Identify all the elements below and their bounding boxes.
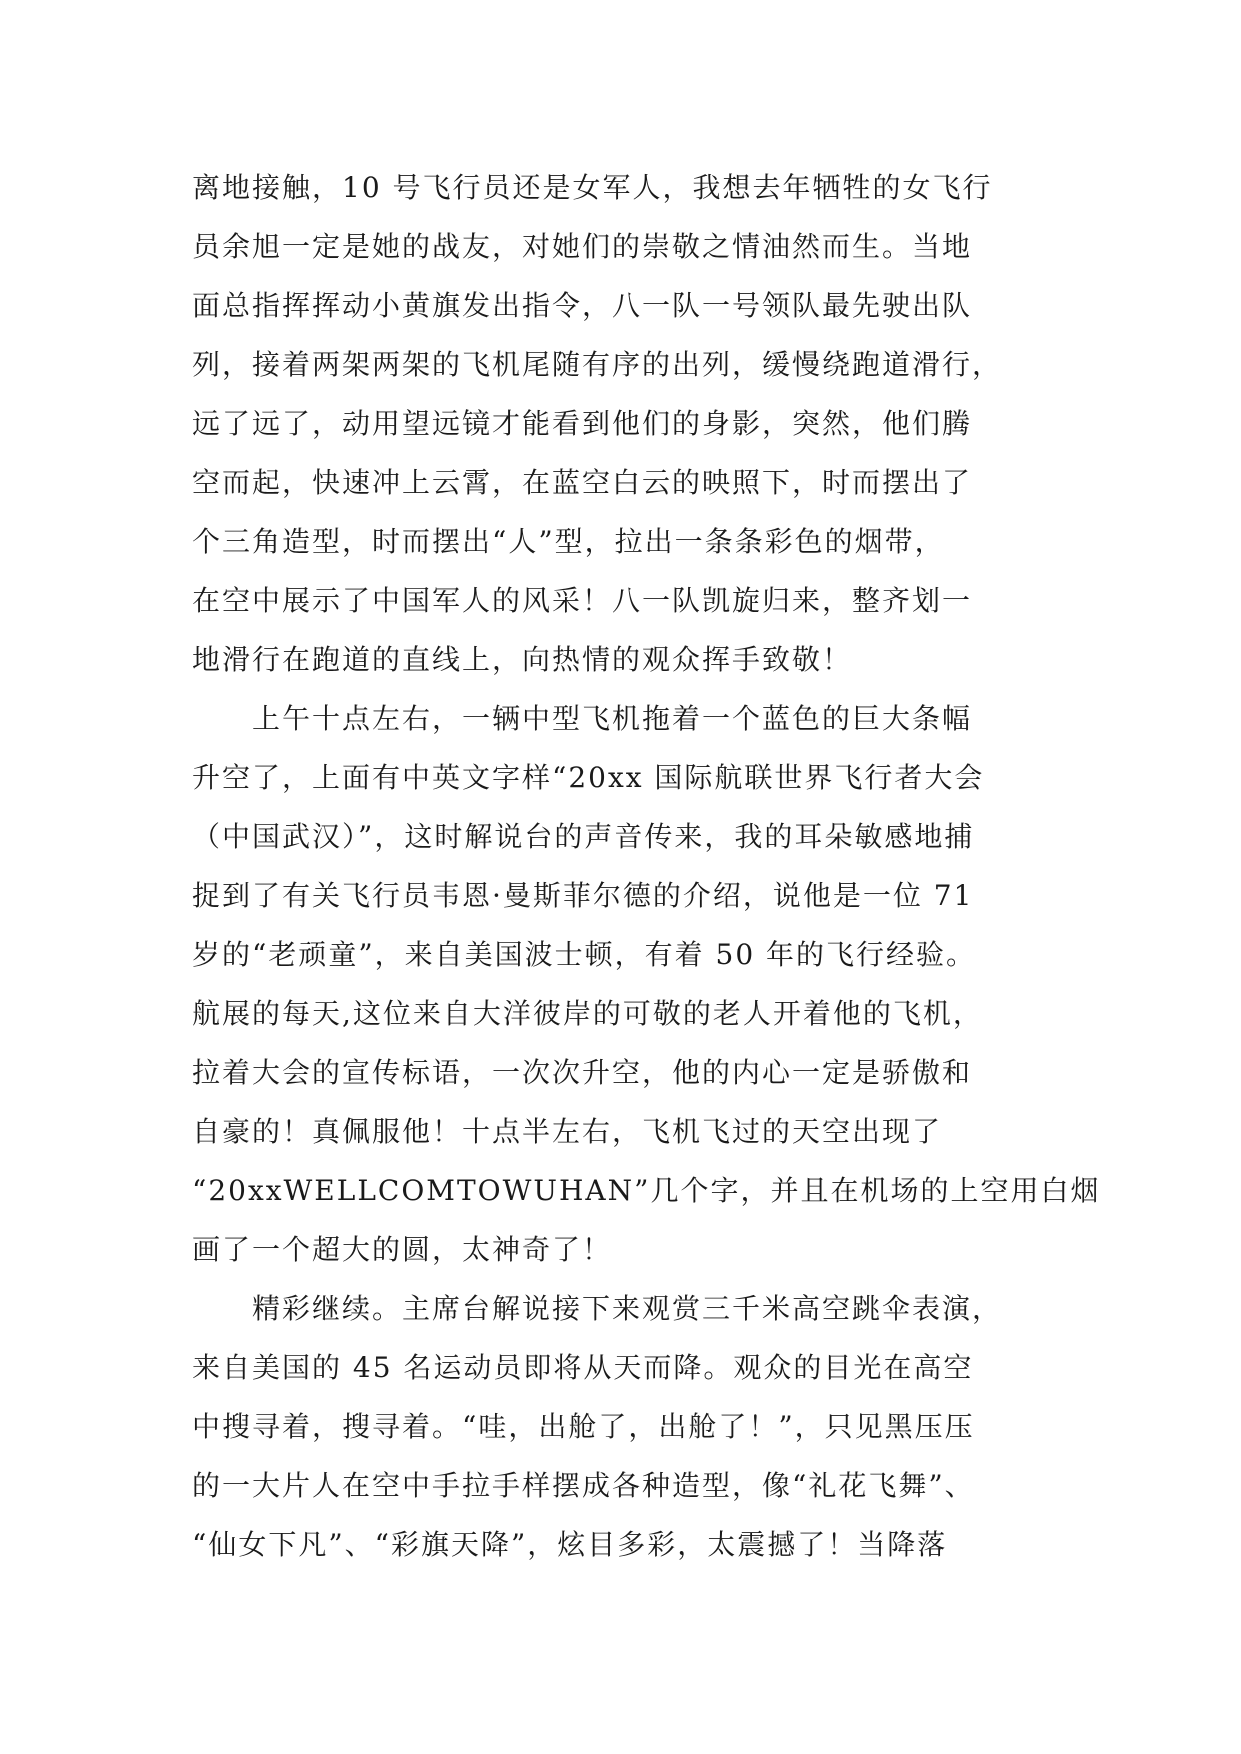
text-line: 面总指挥挥动小黄旗发出指令，八一队一号领队最先驶出队 xyxy=(192,289,973,322)
text-line: 升空了，上面有中英文字样“20xx 国际航联世界飞行者大会 xyxy=(192,761,985,794)
text-line: 员余旭一定是她的战友，对她们的崇敬之情油然而生。当地 xyxy=(192,230,973,263)
text-line: 岁的“老顽童”，来自美国波士顿，有着 50 年的飞行经验。 xyxy=(192,938,977,971)
text-line: 远了远了，动用望远镜才能看到他们的身影，突然，他们腾 xyxy=(192,407,973,440)
text-line: 航展的每天,这位来自大洋彼岸的可敬的老人开着他的飞机， xyxy=(192,997,983,1030)
text-line: 拉着大会的宣传标语，一次次升空，他的内心一定是骄傲和 xyxy=(192,1056,973,1089)
text-line: 来自美国的 45 名运动员即将从天而降。观众的目光在高空 xyxy=(192,1351,974,1384)
text-line: 空而起，快速冲上云霄，在蓝空白云的映照下，时而摆出了 xyxy=(192,466,973,499)
text-line: 中搜寻着，搜寻着。“哇，出舱了，出舱了！”，只见黑压压 xyxy=(192,1410,975,1443)
text-line: 离地接触，10 号飞行员还是女军人，我想去年牺牲的女飞行 xyxy=(192,171,993,204)
text-line: 画了一个超大的圆，太神奇了！ xyxy=(192,1233,613,1266)
text-line: 地滑行在跑道的直线上，向热情的观众挥手致敬！ xyxy=(192,643,853,676)
text-line: 在空中展示了中国军人的风采！八一队凯旋归来，整齐划一 xyxy=(192,584,973,617)
text-line: 自豪的！真佩服他！十点半左右，飞机飞过的天空出现了 xyxy=(192,1115,943,1148)
text-line: （中国武汉）”，这时解说台的声音传来，我的耳朵敏感地捕 xyxy=(192,820,975,853)
text-line: 列，接着两架两架的飞机尾随有序的出列，缓慢绕跑道滑行， xyxy=(192,348,1003,381)
text-line: 个三角造型，时而摆出“人”型，拉出一条条彩色的烟带， xyxy=(192,525,945,558)
paragraph-start-line: 上午十点左右，一辆中型飞机拖着一个蓝色的巨大条幅 xyxy=(192,702,973,735)
paragraph-start-line: 精彩继续。主席台解说接下来观赏三千米高空跳伞表演， xyxy=(192,1292,1003,1325)
document-body xyxy=(192,158,1101,1574)
text-line: “20xxWELLCOMTOWUHAN”几个字，并且在机场的上空用白烟 xyxy=(192,1174,1101,1207)
text-line: 的一大片人在空中手拉手样摆成各种造型，像“礼花飞舞”、 xyxy=(192,1469,975,1502)
text-line: “仙女下凡”、“彩旗天降”，炫目多彩，太震撼了！当降落 xyxy=(192,1528,948,1561)
text-line: 捉到了有关飞行员韦恩·曼斯菲尔德的介绍，说他是一位 71 xyxy=(192,879,974,912)
